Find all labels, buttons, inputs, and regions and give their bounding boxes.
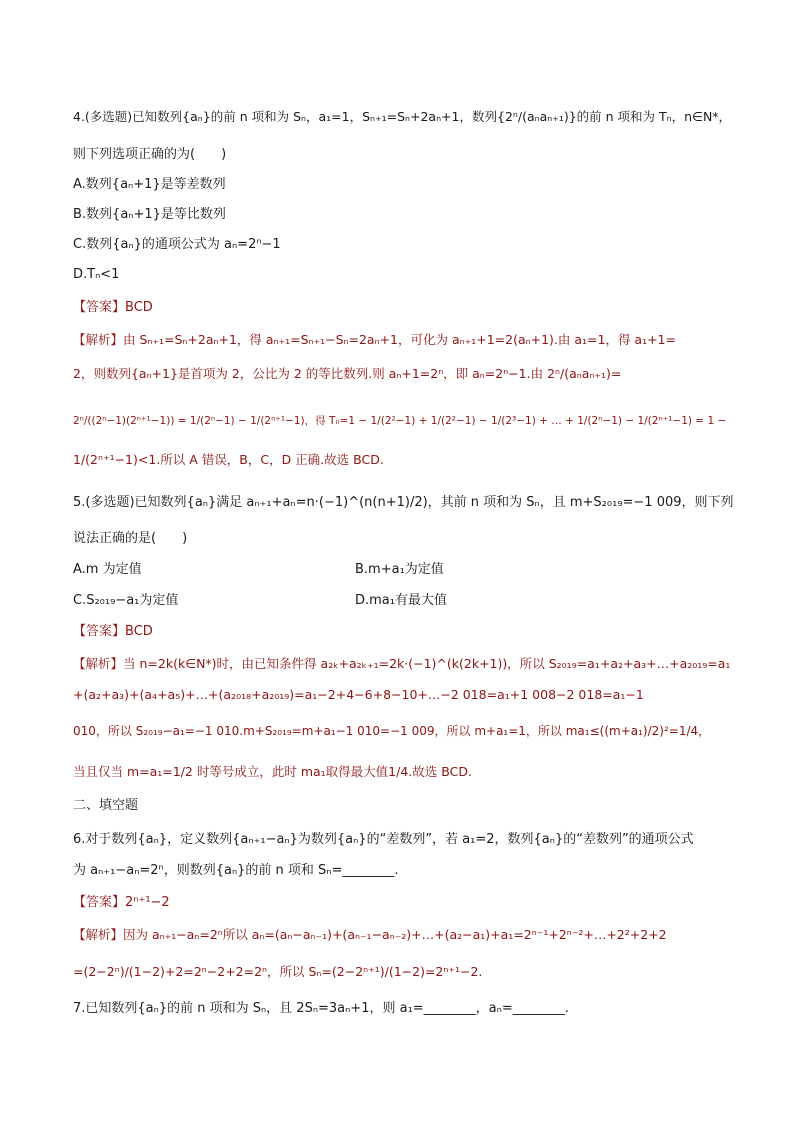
q5-stem: 5.(多选题)已知数列{aₙ}满足 aₙ₊₁+aₙ=n·(−1)^(n(n+1)/2)，其前 n 项和为 Sₙ，且 m+S₂₀₁₉=−1 009，则下列 — [73, 495, 734, 510]
answer-value: BCD — [125, 300, 153, 315]
q4-answer — [73, 299, 153, 317]
solution-text: 由 Sₙ₊₁=Sₙ+2aₙ+1，得 aₙ₊₁=Sₙ₊₁−Sₙ=2aₙ+1，可化为 aₙ₊₁+1=2(aₙ+1).由 a₁=1，得 a₁+1= — [123, 332, 676, 347]
q5-option-b: B.m+a₁为定值 — [355, 562, 444, 577]
q5-option-d: D.ma₁有最大值 — [355, 593, 447, 608]
q4-stem: 4.(多选题)已知数列{aₙ}的前 n 项和为 Sₙ，a₁=1，Sₙ₊₁=Sₙ+2aₙ+1，数列{2ⁿ/(aₙaₙ₊₁)}的前 n 项和为 Tₙ，n∈N*， — [73, 109, 732, 124]
q4-solution-line2: 2，则数列{aₙ+1}是首项为 2，公比为 2 的等比数列.则 aₙ+1=2ⁿ，即 aₙ=2ⁿ−1.由 2ⁿ/(aₙaₙ₊₁)= — [73, 366, 622, 381]
q6-solution-line2: =(2−2ⁿ)/(1−2)+2=2ⁿ−2+2=2ⁿ，所以 Sₙ=(2−2ⁿ⁺¹)/(1−2)=2ⁿ⁺¹−2. — [73, 964, 483, 979]
answer-tag: 【答案】 — [73, 300, 126, 315]
q5-solution-line3: 010，所以 S₂₀₁₉−a₁=−1 010.m+S₂₀₁₉=m+a₁−1 010=−1 009，所以 m+a₁=1，所以 ma₁≤((m+a₁)/2)²=1/4， — [73, 724, 711, 738]
answer-value: 2ⁿ⁺¹−2 — [125, 895, 170, 910]
answer-tag: 【答案】 — [73, 895, 126, 910]
q7-stem: 7.已知数列{aₙ}的前 n 项和为 Sₙ，且 2Sₙ=3aₙ+1，则 a₁=________，aₙ=________. — [73, 1001, 569, 1016]
answer-value: BCD — [125, 624, 153, 639]
solution-tag: 【解析】 — [73, 927, 124, 942]
q6-stem-cont: 为 aₙ₊₁−aₙ=2ⁿ，则数列{aₙ}的前 n 项和 Sₙ=________. — [73, 863, 399, 878]
q5-solution-line1 — [73, 655, 730, 673]
q4-stem-cont: 则下列选项正确的为( ) — [73, 147, 227, 162]
solution-tag: 【解析】 — [73, 332, 124, 347]
q4-option-c: C.数列{aₙ}的通项公式为 aₙ=2ⁿ−1 — [73, 237, 281, 252]
solution-tag: 【解析】 — [73, 656, 124, 671]
solution-text: 因为 aₙ₊₁−aₙ=2ⁿ所以 aₙ=(aₙ−aₙ₋₁)+(aₙ₋₁−aₙ₋₂)+…+(a₂−a₁)+a₁=2ⁿ⁻¹+2ⁿ⁻²+…+2²+2+2 — [123, 927, 667, 942]
q5-option-a: A.m 为定值 — [73, 562, 142, 577]
section-heading: 二、填空题 — [73, 798, 139, 813]
q4-option-a: A.数列{aₙ+1}是等差数列 — [73, 177, 226, 192]
q4-solution-line1 — [73, 331, 676, 349]
q6-answer — [73, 894, 170, 912]
q5-stem-cont: 说法正确的是( ) — [73, 531, 188, 546]
q4-solution-line4: 1/(2ⁿ⁺¹−1)<1.所以 A 错误，B，C，D 正确.故选 BCD. — [73, 452, 384, 467]
q4-solution-line3: 2ⁿ/((2ⁿ−1)(2ⁿ⁺¹−1)) = 1/(2ⁿ−1) − 1/(2ⁿ⁺¹−1)，得 Tₙ=1 − 1/(2²−1) + 1/(2²−1) − 1/(2³−1) + … + 1/(2ⁿ−1) − 1/(2ⁿ⁺¹−1) = 1 − — [73, 415, 727, 427]
q5-answer — [73, 623, 153, 641]
q4-option-d: D.Tₙ<1 — [73, 267, 120, 282]
answer-tag: 【答案】 — [73, 624, 126, 639]
q4-option-b: B.数列{aₙ+1}是等比数列 — [73, 207, 226, 222]
q5-option-c: C.S₂₀₁₉−a₁为定值 — [73, 593, 179, 608]
q6-solution-line1 — [73, 926, 667, 944]
solution-text: 当 n=2k(k∈N*)时，由已知条件得 a₂ₖ+a₂ₖ₊₁=2k·(−1)^(k(2k+1))，所以 S₂₀₁₉=a₁+a₂+a₃+…+a₂₀₁₉=a₁ — [123, 656, 731, 671]
q5-solution-line2: +(a₂+a₃)+(a₄+a₅)+…+(a₂₀₁₈+a₂₀₁₉)=a₁−2+4−6+8−10+…−2 018=a₁+1 008−2 018=a₁−1 — [73, 687, 644, 702]
q5-solution-line4: 当且仅当 m=a₁=1/2 时等号成立，此时 ma₁取得最大值1/4.故选 BCD. — [73, 764, 472, 779]
q6-stem: 6.对于数列{aₙ}，定义数列{aₙ₊₁−aₙ}为数列{aₙ}的“差数列”，若 a₁=2，数列{aₙ}的“差数列”的通项公式 — [73, 832, 694, 847]
